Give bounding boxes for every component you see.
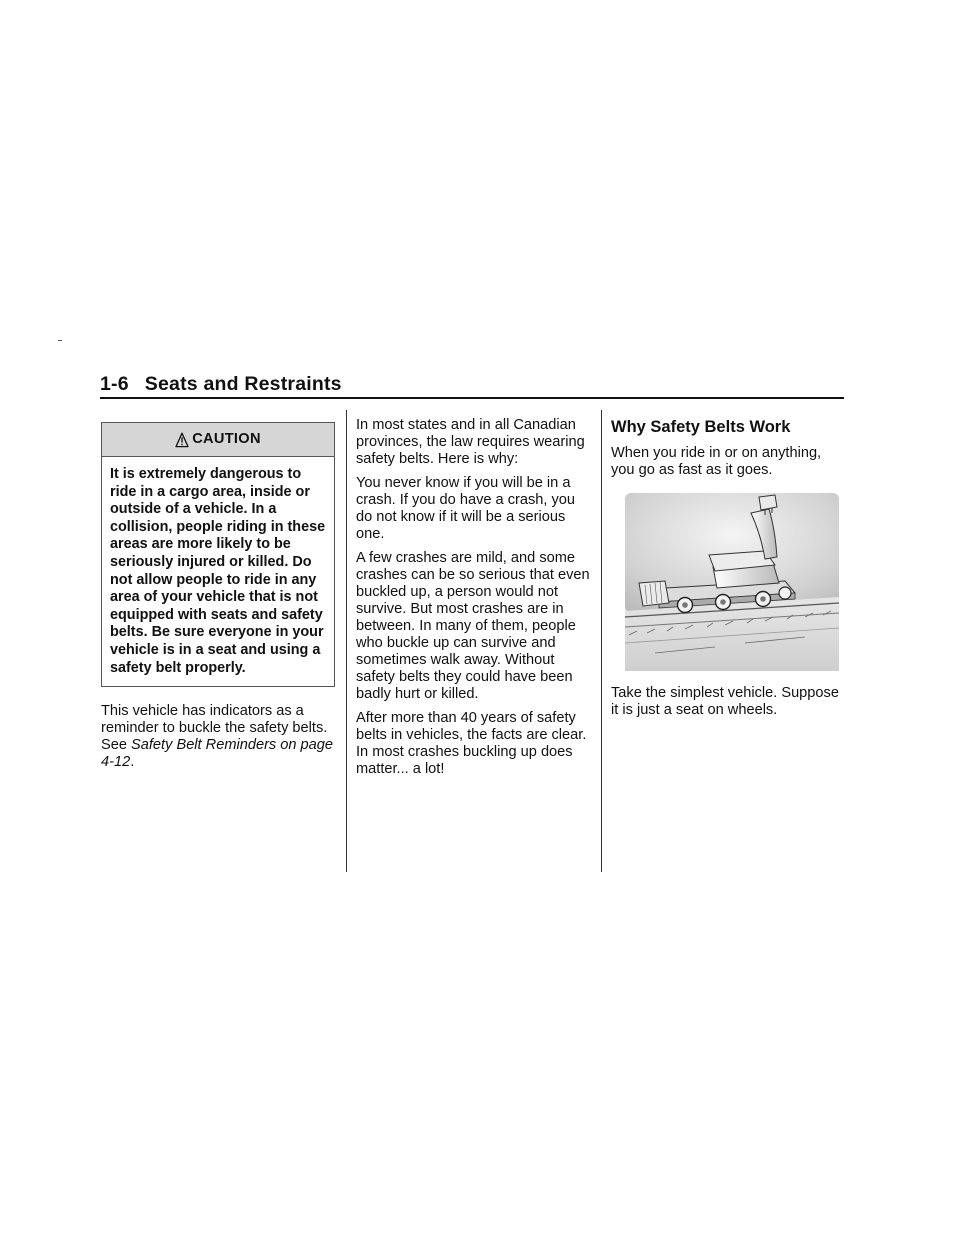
caution-label: CAUTION [192, 431, 261, 447]
caution-header [102, 423, 334, 457]
paragraph: You never know if you will be in a crash. If you do have a crash, you do not know if it will be a serious one. [356, 475, 576, 542]
seat-on-wheels-illustration [625, 493, 839, 671]
column-3 [611, 417, 841, 726]
column-divider [346, 410, 347, 872]
paragraph: After more than 40 years of safety belts in vehicles, the facts are clear. In most crashes buckling up does matter... a lot! [356, 710, 587, 777]
paragraph: A few crashes are mild, and some crashes can be so serious that even buckled up, a person would not survive. But most crashes are in between. In many of them, people who buckle up can survive and sometimes walk away. Without safety belts they could have been badly hurt or killed. [356, 550, 590, 702]
safety-belt-reminders-link[interactable]: Safety Belt Reminders on page 4-12 [101, 737, 334, 771]
reminder-text: This vehicle has indicators as a reminder to buckle the safety belts. See [101, 703, 328, 754]
caution-text: It is extremely dangerous to ride in a cargo area, inside or outside of a vehicle. In a collision, people riding in these areas are more likely to be seriously injured or killed. Do not allow people to ride in any area of your vehicle that is not equipped with seats and safety belts. Be sure everyone in your vehicle is in a seat and using a safety belt properly. [110, 466, 326, 676]
column-divider [601, 410, 602, 872]
column-2 [356, 417, 594, 785]
caution-box [101, 422, 335, 687]
paragraph: In most states and in all Canadian provinces, the law requires wearing safety belts. Here is why: [356, 417, 585, 467]
reminder-end: . [130, 754, 135, 771]
warning-triangle-icon [175, 432, 189, 448]
section-heading: Why Safety Belts Work [611, 418, 791, 436]
reminder-paragraph [101, 703, 335, 771]
section-title: Seats and Restraints [144, 373, 342, 395]
page-number: 1-6 [100, 373, 129, 395]
page-crop-mark [58, 340, 62, 341]
intro-paragraph: When you ride in or on anything, you go as fast as it goes. [611, 445, 822, 478]
column-1 [101, 422, 335, 778]
page-header [100, 371, 844, 399]
caption-paragraph: Take the simplest vehicle. Suppose it is just a seat on wheels. [611, 685, 839, 718]
